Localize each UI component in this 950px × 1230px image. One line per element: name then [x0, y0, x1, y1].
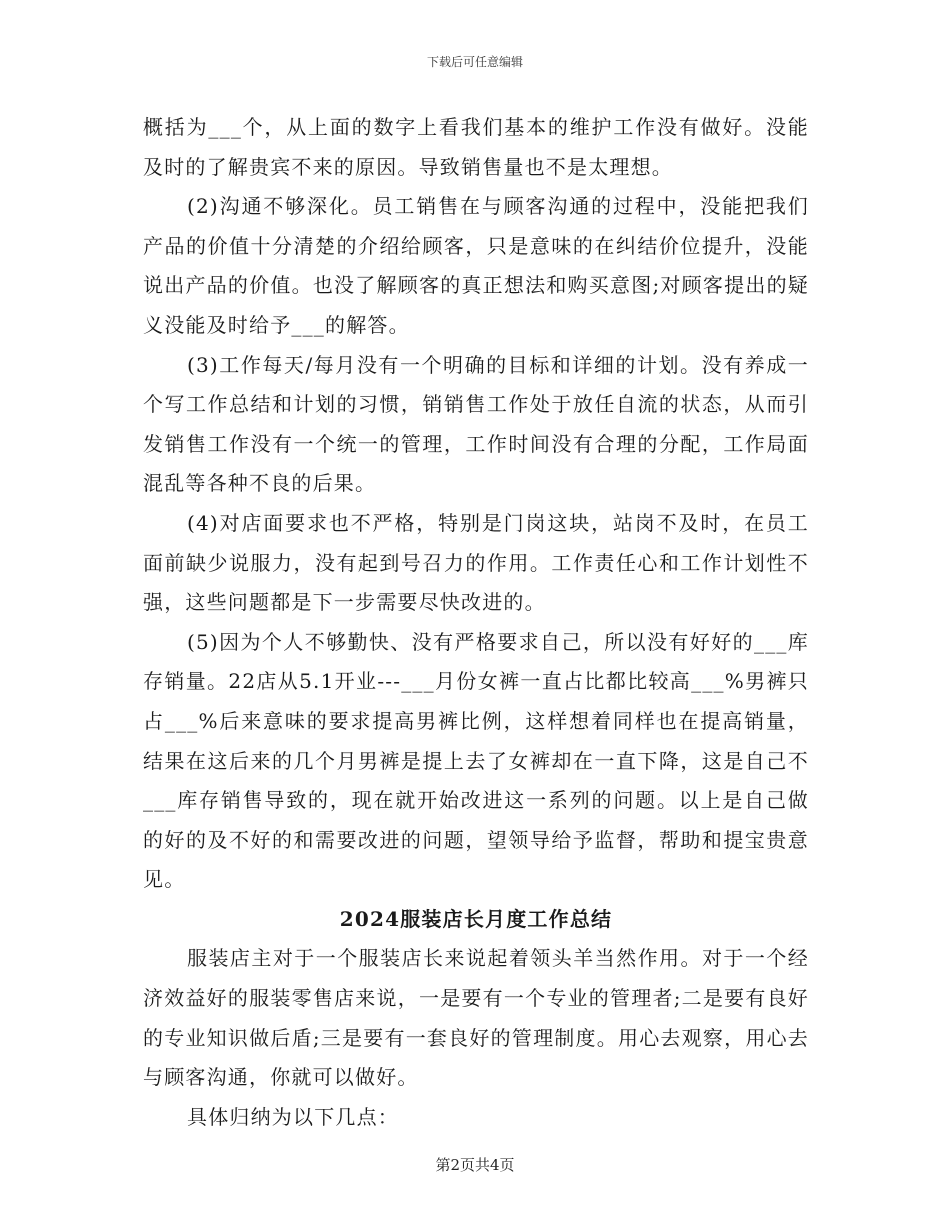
paragraph-planning: (3)工作每天/每月没有一个明确的目标和详细的计划。没有养成一个写工作总结和计划的习惯，销销售工作处于放任自流的状态，从而引发销售工作没有一个统一的管理，工作时间没有合理的分配，工作局面混乱等各种不良的后果。 [143, 352, 809, 496]
page-number: 第2页共4页 [435, 1156, 515, 1174]
page-header: 下载后可任意编辑 [426, 55, 523, 69]
paragraph-continuation: 概括为___个，从上面的数字上看我们基本的维护工作没有做好。没能及时的了解贵宾不来的原因。导致销售量也不是太理想。 [143, 115, 809, 179]
paragraph-intro: 服装店主对于一个服装店长来说起着领头羊当然作用。对于一个经济效益好的服装零售店来说，一是要有一个专业的管理者;二是要有良好的专业知识做后盾;三是要有一套良好的管理制度。用心去观察，用心去与顾客沟通，你就可以做好。 [143, 946, 809, 1090]
section-heading: 2024服装店长月度工作总结 [339, 906, 613, 931]
paragraph-store-requirements: (4)对店面要求也不严格，特别是门岗这块，站岗不及时，在员工面前缺少说服力，没有起到号召力的作用。工作责任心和工作计划性不强，这些问题都是下一步需要尽快改进的。 [143, 510, 809, 615]
paragraph-communication: (2)沟通不够深化。员工销售在与顾客沟通的过程中，没能把我们产品的价值十分清楚的介绍给顾客，只是意味的在纠结价位提升，没能说出产品的价值。也没了解顾客的真正想法和购买意图;对顾客提出的疑义没能及时给予___的解答。 [143, 194, 809, 337]
document-body [143, 108, 809, 1137]
paragraph-summary-lead: 具体归纳为以下几点： [187, 1104, 399, 1129]
paragraph-inventory: (5)因为个人不够勤快、没有严格要求自己，所以没有好好的___库存销量。22店从5.1开业---___月份女裤一直占比都比较高___%男裤只占___%后来意味的要求提高男裤比例，这样想着同样也在提高销量，结果在这后来的几个月男裤是提上去了女裤却在一直下降，这是自己不___库存销售导致的，现在就开始改进这一系列的问题。以上是自己做的好的及不好的和需要改进的问题，望领导给予监督，帮助和提宝贵意见。 [143, 629, 809, 892]
